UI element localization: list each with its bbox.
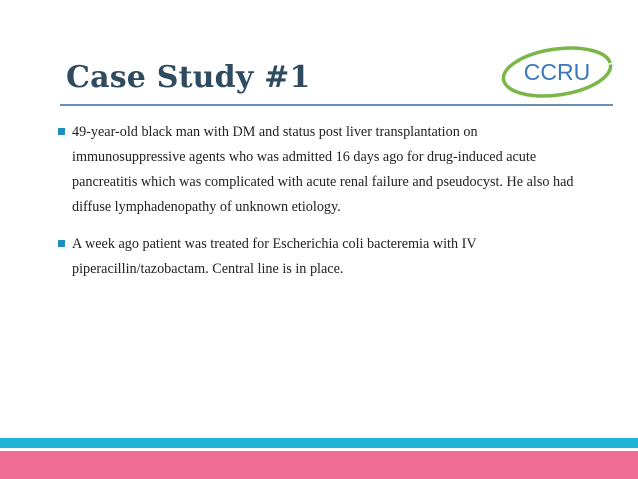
ccru-logo: [498, 44, 616, 100]
square-bullet-icon: [58, 240, 65, 247]
bullet-text: 49-year-old black man with DM and status post liver transplantation on immunosuppressive agents who was admitted 16 days ago for drug-induced acute pancreatitis which was complicated with acute renal failure and pseudocyst. He also had diffuse lymphadenopathy of unknown etiology.: [72, 124, 574, 215]
bullet-list: [58, 120, 578, 294]
square-bullet-icon: [58, 128, 65, 135]
slide-title: Case Study #1: [66, 60, 311, 95]
title-divider: [60, 104, 613, 106]
bullet-item: [58, 232, 578, 282]
logo-text: CCRU: [523, 59, 591, 85]
footer-cyan-band: [0, 438, 638, 448]
bullet-item: [58, 120, 578, 220]
footer-pink-band: [0, 451, 638, 479]
bullet-text: A week ago patient was treated for Escherichia coli bacteremia with IV piperacillin/tazobactam. Central line is in place.: [72, 236, 477, 277]
